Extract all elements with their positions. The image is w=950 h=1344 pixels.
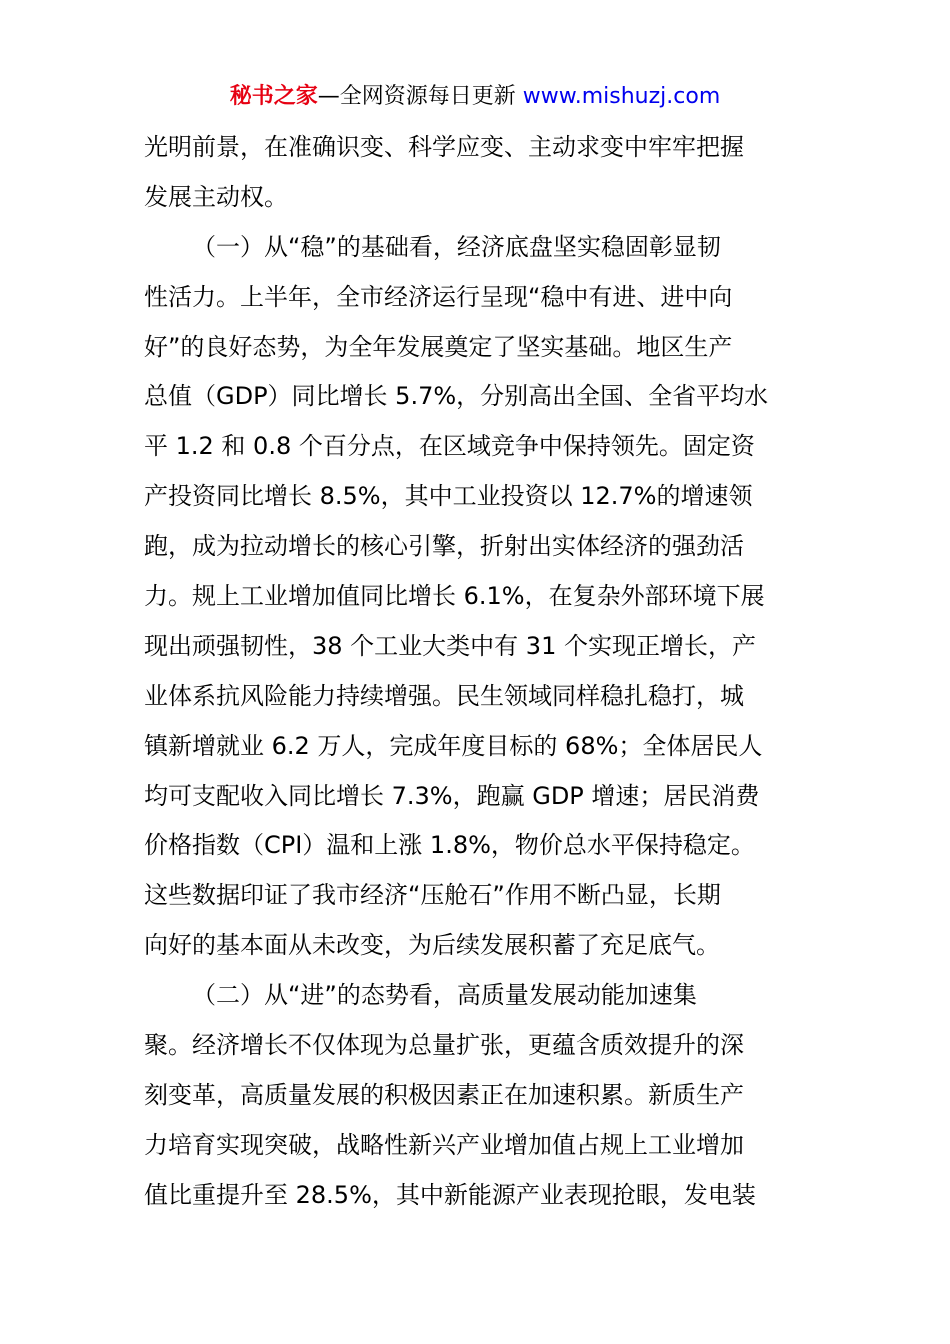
body-line: 价格指数（CPI）温和上涨 1.8%，物价总水平保持稳定。 [144, 831, 755, 860]
body-line: 性活力。上半年，全市经济运行呈现“稳中有进、进中向 [144, 282, 733, 311]
body-line: 好”的良好态势，为全年发展奠定了坚实基础。地区生产 [144, 332, 733, 361]
body-line: 产投资同比增长 8.5%，其中工业投资以 12.7%的增速领 [144, 482, 753, 511]
body-line: 发展主动权。 [144, 182, 288, 211]
site-url-link[interactable]: www.mishuzj.com [522, 84, 721, 109]
body-line: 现出顽强韧性，38 个工业大类中有 31 个实现正增长，产 [144, 631, 756, 660]
body-line: 向好的基本面从未改变，为后续发展积蓄了充足底气。 [144, 931, 720, 960]
section-heading-line: （二）从“进”的态势看，高质量发展动能加速集 [192, 981, 697, 1010]
body-line: 值比重提升至 28.5%，其中新能源产业表现抢眼，发电装 [144, 1180, 756, 1209]
body-line: 平 1.2 和 0.8 个百分点，在区域竞争中保持领先。固定资 [144, 432, 755, 461]
document-body [144, 123, 814, 1221]
body-line: 均可支配收入同比增长 7.3%，跑赢 GDP 增速；居民消费 [144, 781, 760, 810]
body-line: 跑，成为拉动增长的核心引擎，折射出实体经济的强劲活 [144, 532, 744, 561]
body-line: 业体系抗风险能力持续增强。民生领域同样稳扎稳打，城 [144, 681, 744, 710]
header-tagline: —全网资源每日更新 [317, 84, 523, 109]
body-line: 这些数据印证了我市经济“压舱石”作用不断凸显，长期 [144, 881, 721, 910]
body-line: 聚。经济增长不仅体现为总量扩张，更蕴含质效提升的深 [144, 1031, 744, 1060]
body-line: 力。规上工业增加值同比增长 6.1%，在复杂外部环境下展 [144, 582, 765, 611]
brand-name: 秘书之家 [229, 84, 318, 109]
section-heading-line: （一）从“稳”的基础看，经济底盘坚实稳固彰显韧 [192, 232, 721, 261]
body-line: 总值（GDP）同比增长 5.7%，分别高出全国、全省平均水 [144, 382, 769, 411]
site-header [0, 82, 950, 112]
body-line: 刻变革，高质量发展的积极因素正在加速积累。新质生产 [144, 1080, 744, 1109]
body-line: 光明前景，在准确识变、科学应变、主动求变中牢牢把握 [144, 133, 744, 161]
body-line: 镇新增就业 6.2 万人，完成年度目标的 68%；全体居民人 [144, 731, 763, 760]
body-line: 力培育实现突破，战略性新兴产业增加值占规上工业增加 [144, 1130, 744, 1159]
